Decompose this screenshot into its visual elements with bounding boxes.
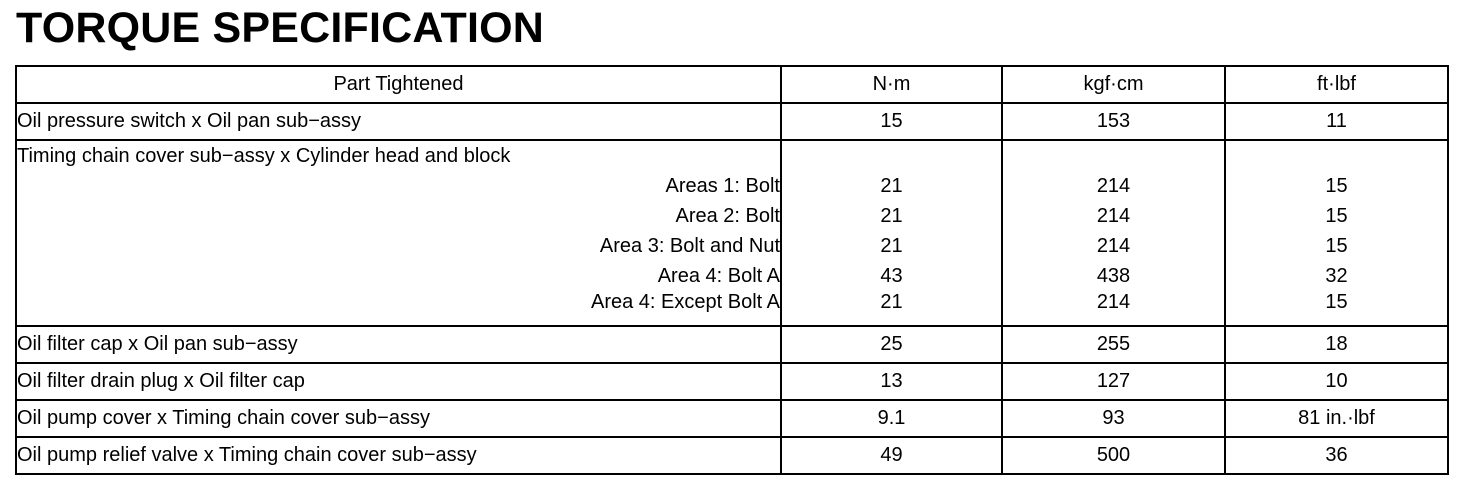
kgfcm-cell: 214	[1002, 201, 1225, 231]
subpart-cell: Area 4: Bolt A	[16, 261, 781, 291]
nm-cell	[781, 140, 1002, 171]
table-subrow	[16, 231, 1448, 261]
ftlbf-cell: 36	[1225, 437, 1448, 474]
part-cell: Oil filter cap x Oil pan sub−assy	[16, 326, 781, 363]
subpart-cell: Area 2: Bolt	[16, 201, 781, 231]
kgfcm-cell: 214	[1002, 291, 1225, 326]
nm-cell: 21	[781, 231, 1002, 261]
table-subrow	[16, 291, 1448, 326]
nm-cell: 43	[781, 261, 1002, 291]
table-header-row	[16, 66, 1448, 103]
table-row	[16, 437, 1448, 474]
header-nm: N·m	[781, 66, 1002, 103]
ftlbf-cell: 11	[1225, 103, 1448, 140]
subpart-cell: Area 3: Bolt and Nut	[16, 231, 781, 261]
nm-cell: 15	[781, 103, 1002, 140]
kgfcm-cell: 438	[1002, 261, 1225, 291]
ftlbf-cell	[1225, 140, 1448, 171]
torque-table	[15, 65, 1449, 475]
ftlbf-cell: 15	[1225, 291, 1448, 326]
nm-cell: 13	[781, 363, 1002, 400]
kgfcm-cell: 93	[1002, 400, 1225, 437]
table-subrow	[16, 171, 1448, 201]
ftlbf-cell: 10	[1225, 363, 1448, 400]
ftlbf-cell: 15	[1225, 201, 1448, 231]
table-row	[16, 363, 1448, 400]
table-subrow	[16, 261, 1448, 291]
table-row	[16, 326, 1448, 363]
part-cell: Oil pressure switch x Oil pan sub−assy	[16, 103, 781, 140]
ftlbf-cell: 18	[1225, 326, 1448, 363]
table-row	[16, 400, 1448, 437]
kgfcm-cell: 214	[1002, 231, 1225, 261]
nm-cell: 21	[781, 201, 1002, 231]
table-row-group-heading	[16, 140, 1448, 171]
subpart-cell: Areas 1: Bolt	[16, 171, 781, 201]
part-cell: Oil pump cover x Timing chain cover sub−assy	[16, 400, 781, 437]
header-ftlbf: ft·lbf	[1225, 66, 1448, 103]
nm-cell: 9.1	[781, 400, 1002, 437]
ftlbf-cell: 15	[1225, 231, 1448, 261]
part-cell: Timing chain cover sub−assy x Cylinder head and block	[16, 140, 781, 171]
nm-cell: 21	[781, 291, 1002, 326]
kgfcm-cell: 500	[1002, 437, 1225, 474]
header-kgfcm: kgf·cm	[1002, 66, 1225, 103]
ftlbf-cell: 15	[1225, 171, 1448, 201]
kgfcm-cell	[1002, 140, 1225, 171]
subpart-cell: Area 4: Except Bolt A	[16, 291, 781, 326]
kgfcm-cell: 153	[1002, 103, 1225, 140]
nm-cell: 25	[781, 326, 1002, 363]
part-cell: Oil pump relief valve x Timing chain cover sub−assy	[16, 437, 781, 474]
ftlbf-cell: 32	[1225, 261, 1448, 291]
part-cell: Oil filter drain plug x Oil filter cap	[16, 363, 781, 400]
table-subrow	[16, 201, 1448, 231]
ftlbf-cell: 81 in.·lbf	[1225, 400, 1448, 437]
kgfcm-cell: 127	[1002, 363, 1225, 400]
header-part-tightened: Part Tightened	[16, 66, 781, 103]
nm-cell: 21	[781, 171, 1002, 201]
table-row	[16, 103, 1448, 140]
page-title: TORQUE SPECIFICATION	[16, 4, 544, 52]
kgfcm-cell: 214	[1002, 171, 1225, 201]
kgfcm-cell: 255	[1002, 326, 1225, 363]
nm-cell: 49	[781, 437, 1002, 474]
